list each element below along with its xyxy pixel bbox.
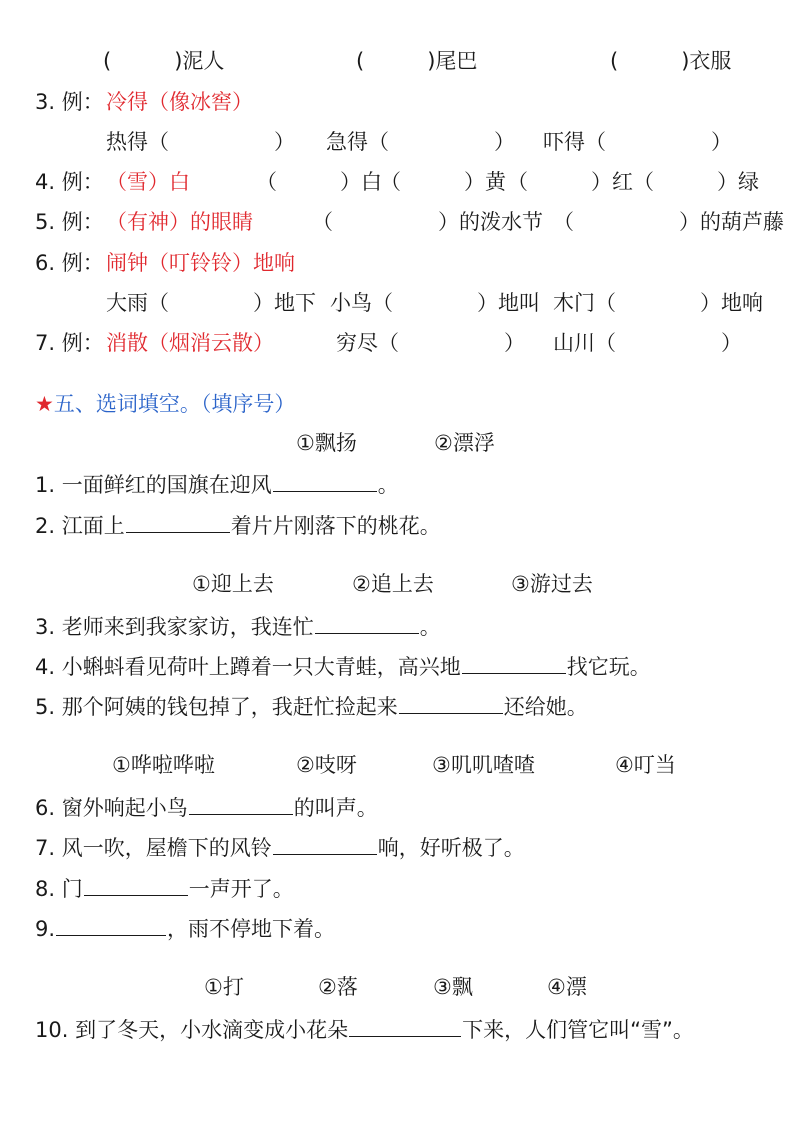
answer-blank[interactable] (462, 651, 566, 674)
sentence-10: 10. 到了冬天，小水滴变成小花朵 下来，人们管它叫“雪”。 (35, 1014, 694, 1045)
word-options-3 (0, 750, 800, 780)
question-7 (0, 328, 800, 358)
option: ④漂 (547, 975, 587, 999)
question-6-items (0, 288, 800, 318)
fill-item: 吓得（ ） (543, 130, 732, 154)
item-clothes: ( )衣服 (610, 49, 732, 73)
question-3-example (0, 87, 800, 117)
item-clay-figure: ( )泥人 (103, 49, 225, 73)
section-title: 五、选词填空。（填序号） (53, 392, 296, 416)
option: ③游过去 (511, 572, 593, 596)
fill-item: （ ）红 (507, 170, 633, 194)
question-number: 5. 例： (35, 210, 104, 234)
question-4 (0, 167, 800, 197)
answer-blank[interactable] (273, 469, 377, 492)
fill-item: 穷尽（ ） (336, 331, 525, 355)
fill-item: （ ）黄 (380, 170, 506, 194)
fill-item: 大雨（ ）地下 (106, 291, 316, 315)
answer-blank[interactable] (84, 873, 188, 896)
question-3-items (0, 127, 800, 157)
word-options-1 (0, 428, 800, 458)
fill-item: （ ）的葫芦藤 (553, 210, 784, 234)
sentence-6: 6. 窗外响起小鸟 的叫声。 (35, 792, 378, 823)
question-5 (0, 207, 800, 237)
item-tail: ( )尾巴 (356, 49, 478, 73)
fill-item: 热得（ ） (106, 130, 295, 154)
option: ④叮当 (615, 753, 676, 777)
answer-blank[interactable] (315, 611, 419, 634)
answer-blank[interactable] (189, 792, 293, 815)
fill-item: 小鸟（ ）地叫 (330, 291, 540, 315)
answer-blank[interactable] (126, 510, 230, 533)
option: ①飘扬 (296, 431, 357, 455)
option: ③叽叽喳喳 (432, 753, 535, 777)
example-text: 消散（烟消云散） (106, 331, 274, 355)
answer-blank[interactable] (273, 832, 377, 855)
question-number: 6. 例： (35, 251, 104, 275)
fill-item: （ ）绿 (633, 170, 759, 194)
question-number: 4. 例： (35, 170, 104, 194)
sentence-3: 3. 老师来到我家家访，我连忙 。 (35, 611, 441, 642)
sentence-5: 5. 那个阿姨的钱包掉了，我赶忙捡起来 还给她。 (35, 691, 588, 722)
question-6-example (0, 248, 800, 278)
option: ②落 (318, 975, 358, 999)
word-options-2 (0, 569, 800, 599)
option: ③飘 (433, 975, 473, 999)
row-1 (0, 46, 800, 76)
fill-item: 山川（ ） (553, 331, 742, 355)
option: ②追上去 (352, 572, 434, 596)
example-text: （有神）的眼睛 (106, 210, 253, 234)
star-icon: ★ (35, 392, 54, 416)
option: ①迎上去 (192, 572, 274, 596)
sentence-7: 7. 风一吹，屋檐下的风铃 响，好听极了。 (35, 832, 525, 863)
answer-blank[interactable] (349, 1014, 461, 1037)
fill-item: （ ）白 (256, 170, 382, 194)
sentence-4: 4. 小蝌蚪看见荷叶上蹲着一只大青蛙，高兴地 找它玩。 (35, 651, 651, 682)
option: ①哗啦哗啦 (112, 753, 215, 777)
sentence-2: 2. 江面上 着片片刚落下的桃花。 (35, 510, 441, 541)
option: ②漂浮 (434, 431, 495, 455)
example-text: 闹钟（叮铃铃）地响 (106, 251, 295, 275)
fill-item: （ ）的泼水节 (312, 210, 543, 234)
answer-blank[interactable] (399, 691, 503, 714)
sentence-1: 1. 一面鲜红的国旗在迎风 。 (35, 469, 399, 500)
question-number: 7. 例： (35, 331, 104, 355)
option: ①打 (204, 975, 244, 999)
fill-item: 木门（ ）地响 (553, 291, 763, 315)
section-5-heading (35, 389, 295, 419)
example-text: （雪）白 (106, 170, 190, 194)
word-options-4 (0, 972, 800, 1002)
answer-blank[interactable] (56, 913, 166, 936)
option: ②吱呀 (296, 753, 357, 777)
sentence-9: 9. ，雨不停地下着。 (35, 913, 335, 944)
question-number: 3. 例： (35, 90, 104, 114)
fill-item: 急得（ ） (326, 130, 515, 154)
sentence-8: 8. 门 一声开了。 (35, 873, 294, 904)
example-text: 冷得（像冰窖） (106, 90, 253, 114)
